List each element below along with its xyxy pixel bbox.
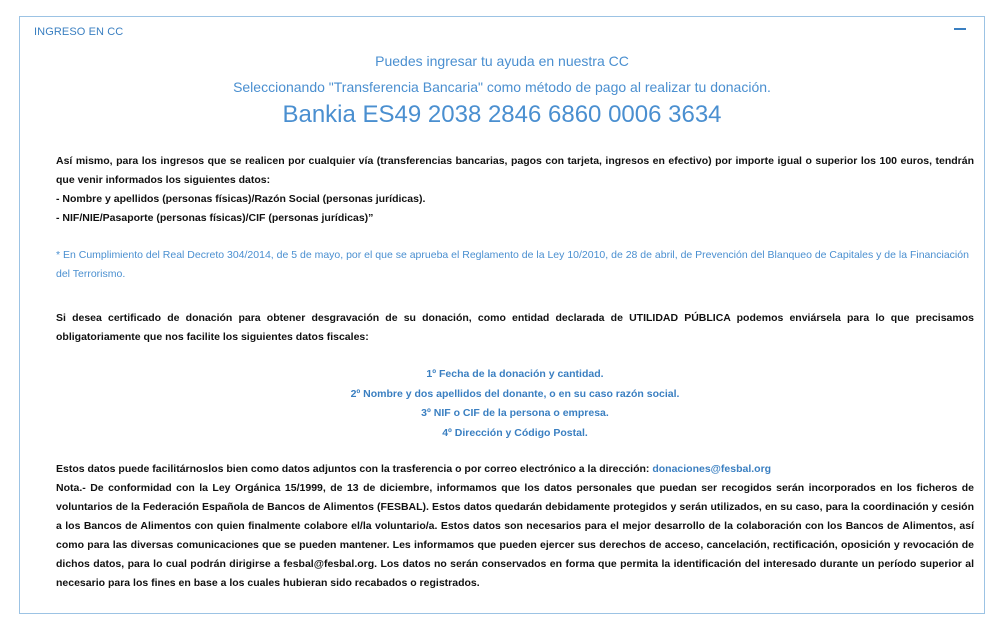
fiscal-data-item: 2º Nombre y dos apellidos del donante, o en su caso razón social.	[350, 387, 680, 400]
fiscal-data-list	[56, 365, 974, 443]
legal-footnote: * En Cumplimiento del Real Decreto 304/2014, de 5 de mayo, por el que se aprueba el Reglamento de la Ley 10/2010, de 28 de abril, de Prevención del Blanqueo de Capitales y de la Financiación del Terrorismo.	[56, 249, 969, 280]
email-link[interactable]: donaciones@fesbal.org	[652, 463, 772, 475]
minus-icon	[954, 28, 966, 30]
contact-section	[56, 460, 974, 593]
fiscal-data-item: 1º Fecha de la donación y cantidad.	[426, 368, 604, 380]
intro-line-1: Puedes ingresar tu ayuda en nuestra CC	[375, 53, 629, 69]
contact-text: Estos datos puede facilitárnoslos bien como datos adjuntos con la trasferencia o por correo electrónico a la dirección:	[56, 463, 650, 475]
bank-transfer-panel	[19, 16, 985, 614]
fiscal-data-item: 3º NIF o CIF de la persona o empresa.	[421, 407, 609, 419]
collapse-button[interactable]	[952, 22, 968, 36]
requirements-item-2: - NIF/NIE/Pasaporte (personas físicas)/CIF (personas jurídicas)”	[56, 212, 374, 224]
certificate-paragraph: Si desea certificado de donación para obtener desgravación de su donación, como entidad declarada de UTILIDAD PÚBLICA podemos enviársela para lo que precisamos obligatoriamente que nos facilite los siguientes datos fiscales:	[56, 312, 974, 343]
requirements-paragraph: Así mismo, para los ingresos que se realicen por cualquier vía (transferencias bancarias, pagos con tarjeta, ingresos en efectivo) por importe igual o superior los 100 euros, tendrán que venir informados los siguientes datos:	[56, 155, 974, 186]
privacy-note: Nota.- De conformidad con la Ley Orgánica 15/1999, de 13 de diciembre, informamos que los datos personales que puedan ser recogidos serán incorporados en los ficheros de voluntarios de la Federación Española de Bancos de Alimentos (FESBAL). Estos datos quedarán debidamente protegidos y serán utilizados, en su caso, para la coordinación y cesión a los Bancos de Alimentos con quien finalmente colabore el/la voluntario/a. Estos datos son necesarios para el mejor desarrollo de la colaboración con los Bancos de Alimentos, así como para las diversas comunicaciones que se pueden mantener. Les informamos que pueden ejercer sus derechos de acceso, cancelación, rectificación, oposición y revocación de dichos datos, para lo cual podrán dirigirse a fesbal@fesbal.org. Los datos no serán conservados en forma que permita la identificación del interesado durante un período superior al necesario para los fines en base a los cuales hubieran sido recabados o registrados.	[56, 482, 974, 589]
fiscal-data-item: 4º Dirección y Código Postal.	[442, 426, 588, 439]
requirements-section	[56, 152, 974, 228]
intro-line-2: Seleccionando "Transferencia Bancaria" como método de pago al realizar tu donación.	[233, 79, 771, 95]
bank-account-number: Bankia ES49 2038 2846 6860 0006 3634	[282, 101, 722, 128]
panel-title: INGRESO EN CC	[34, 26, 124, 38]
contact-line	[56, 460, 974, 479]
requirements-item-1: - Nombre y apellidos (personas físicas)/Razón Social (personas jurídicas).	[56, 193, 426, 205]
